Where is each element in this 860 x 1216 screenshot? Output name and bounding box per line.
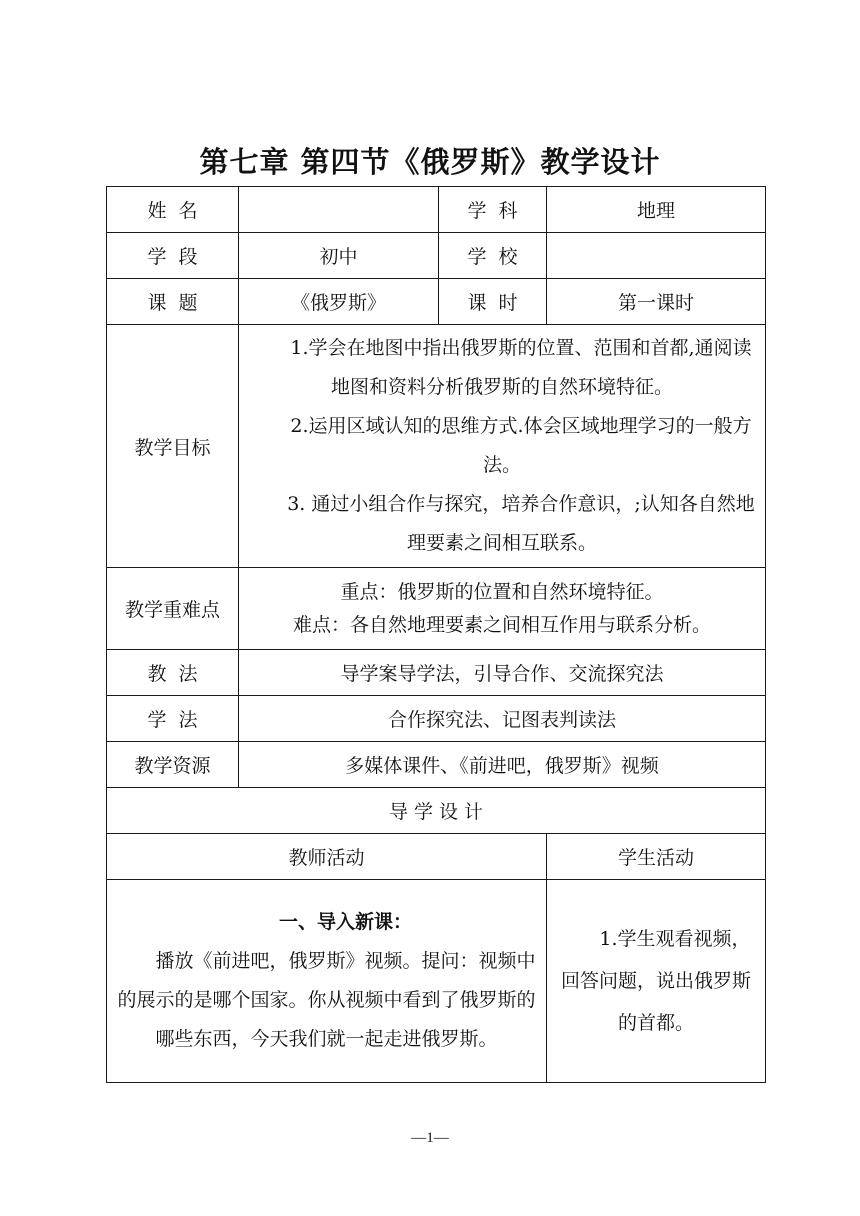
row-resources (107, 742, 766, 788)
student-activity-text: 1.学生观看视频，回答问题，说出俄罗斯的首都。 (560, 928, 751, 1034)
name-value (239, 187, 439, 233)
section-1-text: 播放《前进吧，俄罗斯》视频。提问：视频中的展示的是哪个国家。你从视频中看到了俄罗斯的哪些东西，今天我们就一起走进俄罗斯。 (117, 950, 536, 1050)
school-label: 学 校 (439, 233, 547, 279)
page-number: —1— (411, 1130, 449, 1146)
section-1-title: 一、导入新课： (278, 911, 412, 933)
learning-method-label: 学 法 (107, 696, 239, 742)
stage-label: 学 段 (107, 233, 239, 279)
row-key-points (107, 568, 766, 650)
teaching-method-value: 导学案导学法，引导合作、交流探究法 (239, 650, 766, 696)
period-label: 课 时 (439, 279, 547, 325)
name-label: 姓 名 (107, 187, 239, 233)
school-value (547, 233, 766, 279)
key-points-content (239, 568, 766, 650)
goals-content (239, 325, 766, 568)
design-header: 导 学 设 计 (107, 788, 766, 834)
row-teaching-method (107, 650, 766, 696)
difficult-point: 难点：各自然地理要素之间相互作用与联系分析。 (292, 613, 711, 636)
topic-label: 课 题 (107, 279, 239, 325)
lesson-plan-table (106, 186, 766, 1083)
row-topic-period (107, 279, 766, 325)
key-points-label: 教学重难点 (107, 568, 239, 650)
learning-method-value: 合作探究法、记图表判读法 (239, 696, 766, 742)
goals-label: 教学目标 (107, 325, 239, 568)
row-activities (107, 880, 766, 1083)
subject-value: 地理 (547, 187, 766, 233)
resources-value: 多媒体课件、《前进吧，俄罗斯》视频 (239, 742, 766, 788)
student-activity-header: 学生活动 (547, 834, 766, 880)
teaching-method-label: 教 法 (107, 650, 239, 696)
key-point: 重点：俄罗斯的位置和自然环境特征。 (340, 580, 664, 603)
period-value: 第一课时 (547, 279, 766, 325)
teacher-activity-content (107, 880, 547, 1083)
row-goals (107, 325, 766, 568)
goal-item-1: 1.学会在地图中指出俄罗斯的位置、范围和首都,通阅读地图和资料分析俄罗斯的自然环境特征。 (290, 337, 752, 398)
subject-label: 学 科 (439, 187, 547, 233)
document-title: 第七章 第四节《俄罗斯》教学设计 (199, 145, 661, 179)
topic-value: 《俄罗斯》 (239, 279, 439, 325)
goal-item-2: 2.运用区域认知的思维方式.体会区域地理学习的一般方法。 (290, 415, 752, 476)
row-activity-headers (107, 834, 766, 880)
teacher-activity-header: 教师活动 (107, 834, 547, 880)
row-design-header (107, 788, 766, 834)
stage-value: 初中 (239, 233, 439, 279)
goal-item-3: 3. 通过小组合作与探究，培养合作意识，;认知各自然地理要素之间相互联系。 (287, 493, 755, 554)
row-stage-school (107, 233, 766, 279)
resources-label: 教学资源 (107, 742, 239, 788)
row-learning-method (107, 696, 766, 742)
student-activity-content (547, 880, 766, 1083)
row-name-subject (107, 187, 766, 233)
